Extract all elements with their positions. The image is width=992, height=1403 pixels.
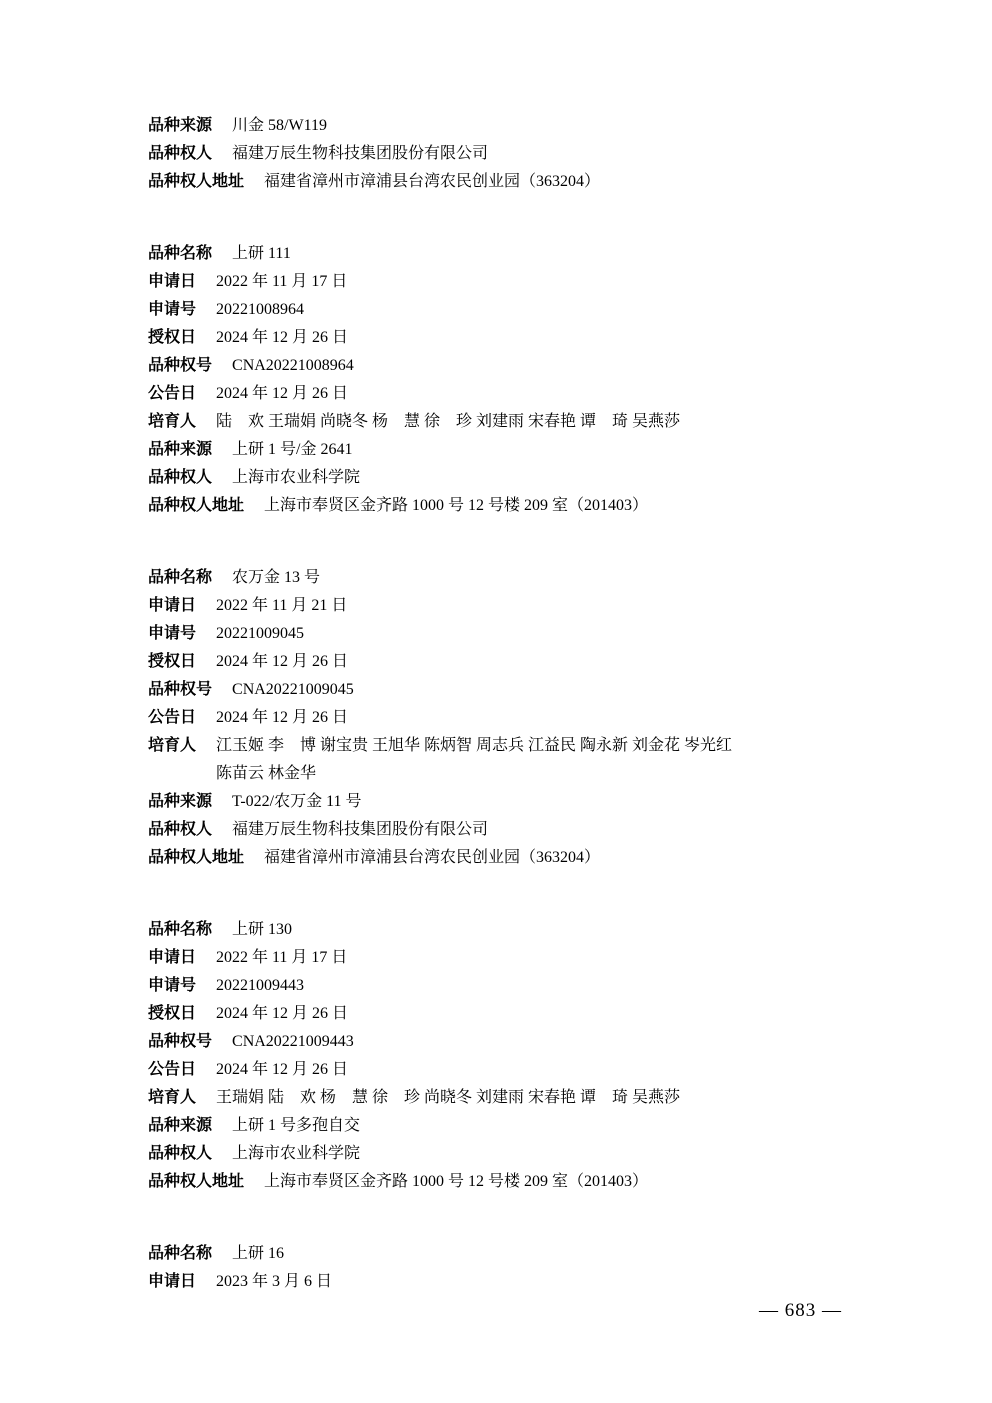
row-right-holder-address — [148, 492, 892, 520]
field-label: 品种权人地址 — [148, 849, 245, 866]
field-label: 品种名称 — [148, 569, 213, 586]
field-value: 王瑞娟 陆 欢 杨 慧 徐 珍 尚晓冬 刘建雨 宋春艳 谭 琦 吴燕莎 — [216, 1089, 681, 1106]
field-value-line1: 江玉姬 李 博 谢宝贵 王旭华 陈炳智 周志兵 江益民 陶永新 刘金花 岑光红 — [216, 737, 733, 754]
row-grant-date — [148, 648, 892, 676]
row-variety-name — [148, 564, 892, 592]
row-announcement-date — [148, 1056, 892, 1084]
field-value: 福建万辰生物科技集团股份有限公司 — [232, 821, 489, 838]
breeders-value-block — [216, 732, 732, 788]
row-right-holder-address — [148, 844, 892, 872]
field-value: 陆 欢 王瑞娟 尚晓冬 杨 慧 徐 珍 刘建雨 宋春艳 谭 琦 吴燕莎 — [216, 413, 681, 430]
field-label: 公告日 — [148, 385, 197, 402]
field-value: 2023 年 3 月 6 日 — [216, 1273, 333, 1290]
field-value: 2024 年 12 月 26 日 — [216, 1061, 349, 1078]
field-value: CNA20221009443 — [232, 1033, 354, 1050]
field-value: 上海市农业科学院 — [232, 1145, 361, 1162]
field-value: 川金 58/W119 — [232, 117, 327, 134]
row-application-date — [148, 1268, 892, 1296]
row-variety-right-number — [148, 1028, 892, 1056]
field-value: 上海市农业科学院 — [232, 469, 361, 486]
field-value: 2022 年 11 月 17 日 — [216, 273, 348, 290]
field-value: 福建省漳州市漳浦县台湾农民创业园（363204） — [264, 849, 601, 866]
variety-entry-shangyan-111 — [148, 240, 892, 520]
row-application-number — [148, 296, 892, 324]
row-variety-right-number — [148, 676, 892, 704]
field-value: 2024 年 12 月 26 日 — [216, 709, 349, 726]
field-value: 2024 年 12 月 26 日 — [216, 385, 349, 402]
field-value: 福建省漳州市漳浦县台湾农民创业园（363204） — [264, 173, 601, 190]
field-label: 品种权号 — [148, 357, 213, 374]
row-grant-date — [148, 324, 892, 352]
field-label: 品种来源 — [148, 793, 213, 810]
field-label: 品种权人 — [148, 821, 213, 838]
field-label: 品种来源 — [148, 1117, 213, 1134]
row-variety-right-number — [148, 352, 892, 380]
row-application-number — [148, 972, 892, 1000]
field-value-line2: 陈苗云 林金华 — [216, 765, 317, 782]
field-value: 20221008964 — [216, 301, 305, 318]
row-breeders — [148, 1084, 892, 1112]
row-application-number — [148, 620, 892, 648]
field-label: 品种权人地址 — [148, 497, 245, 514]
row-application-date — [148, 592, 892, 620]
field-label: 申请号 — [148, 977, 197, 994]
row-right-holder-address — [148, 1168, 892, 1196]
field-label: 授权日 — [148, 329, 197, 346]
row-variety-name — [148, 916, 892, 944]
field-value: T-022/农万金 11 号 — [232, 793, 362, 810]
row-variety-name — [148, 240, 892, 268]
field-value: CNA20221008964 — [232, 357, 354, 374]
field-value: 2022 年 11 月 21 日 — [216, 597, 348, 614]
field-value: 上研 111 — [232, 245, 291, 262]
row-application-date — [148, 944, 892, 972]
field-value: 福建万辰生物科技集团股份有限公司 — [232, 145, 489, 162]
field-value: 2024 年 12 月 26 日 — [216, 329, 349, 346]
row-variety-origin — [148, 436, 892, 464]
field-value: 上研 130 — [232, 921, 293, 938]
field-label: 公告日 — [148, 709, 197, 726]
field-label: 品种来源 — [148, 441, 213, 458]
field-label: 申请号 — [148, 301, 197, 318]
field-label: 培育人 — [148, 413, 197, 430]
field-label: 申请日 — [148, 1273, 197, 1290]
field-label: 品种名称 — [148, 1245, 213, 1262]
row-grant-date — [148, 1000, 892, 1028]
field-label: 品种权号 — [148, 1033, 213, 1050]
row-announcement-date — [148, 380, 892, 408]
variety-entry-partial-top — [148, 112, 892, 196]
field-value: 2022 年 11 月 17 日 — [216, 949, 348, 966]
row-right-holder — [148, 464, 892, 492]
field-label: 品种权人 — [148, 469, 213, 486]
field-label: 申请号 — [148, 625, 197, 642]
page-number: — 683 — — [759, 1300, 842, 1321]
field-label: 公告日 — [148, 1061, 197, 1078]
field-value: 20221009443 — [216, 977, 305, 994]
row-breeders — [148, 732, 892, 788]
row-variety-origin — [148, 788, 892, 816]
field-label: 培育人 — [148, 737, 197, 754]
page-content — [148, 112, 892, 1296]
field-label: 申请日 — [148, 949, 197, 966]
field-label: 授权日 — [148, 653, 197, 670]
field-value: CNA20221009045 — [232, 681, 354, 698]
field-label: 品种权人地址 — [148, 1173, 245, 1190]
field-label: 品种来源 — [148, 117, 213, 134]
row-right-holder — [148, 1140, 892, 1168]
field-value: 20221009045 — [216, 625, 305, 642]
field-label: 品种权号 — [148, 681, 213, 698]
row-right-holder — [148, 816, 892, 844]
field-label: 申请日 — [148, 597, 197, 614]
field-label: 品种权人地址 — [148, 173, 245, 190]
field-value: 上研 1 号/金 2641 — [232, 441, 353, 458]
field-label: 品种权人 — [148, 145, 213, 162]
variety-entry-shangyan-130 — [148, 916, 892, 1196]
field-value: 2024 年 12 月 26 日 — [216, 653, 349, 670]
row-announcement-date — [148, 704, 892, 732]
field-value: 上研 1 号多孢自交 — [232, 1117, 361, 1134]
row-application-date — [148, 268, 892, 296]
field-label: 品种权人 — [148, 1145, 213, 1162]
field-label: 培育人 — [148, 1089, 197, 1106]
field-label: 授权日 — [148, 1005, 197, 1022]
row-variety-origin — [148, 112, 892, 140]
row-variety-origin — [148, 1112, 892, 1140]
field-value: 上海市奉贤区金齐路 1000 号 12 号楼 209 室（201403） — [264, 497, 649, 514]
variety-entry-partial-bottom — [148, 1240, 892, 1296]
field-value: 2024 年 12 月 26 日 — [216, 1005, 349, 1022]
row-right-holder-address — [148, 168, 892, 196]
field-label: 申请日 — [148, 273, 197, 290]
field-label: 品种名称 — [148, 921, 213, 938]
field-value: 农万金 13 号 — [232, 569, 321, 586]
row-breeders — [148, 408, 892, 436]
field-value: 上研 16 — [232, 1245, 285, 1262]
row-variety-name — [148, 1240, 892, 1268]
field-value: 上海市奉贤区金齐路 1000 号 12 号楼 209 室（201403） — [264, 1173, 649, 1190]
variety-entry-nongwanjin-13 — [148, 564, 892, 872]
field-label: 品种名称 — [148, 245, 213, 262]
row-right-holder — [148, 140, 892, 168]
